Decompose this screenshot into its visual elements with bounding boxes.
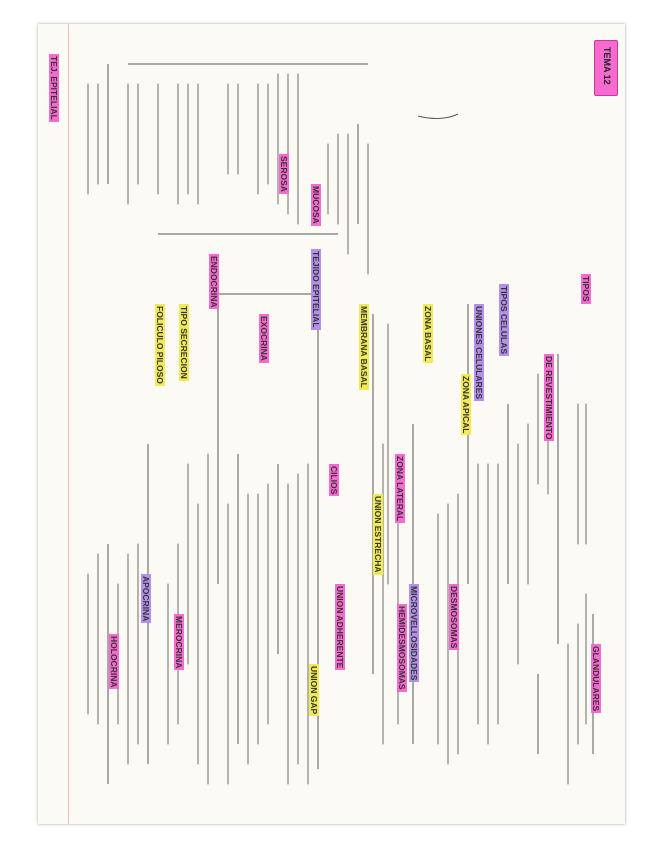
label-margin-note: TEJ. EPITELIAL bbox=[49, 56, 59, 120]
label-hemidesmosomas: HEMIDESMOSOMAS bbox=[397, 606, 407, 690]
label-uniones: UNIONES CELULARES bbox=[474, 306, 484, 400]
label-zona-basal: ZONA BASAL bbox=[423, 306, 433, 362]
label-union-gap: UNION GAP bbox=[309, 666, 319, 715]
label-merocrina: MEROCRINA bbox=[174, 616, 184, 669]
label-membrana-basal: MEMBRANA BASAL bbox=[359, 306, 369, 388]
curved-arrow bbox=[418, 114, 458, 118]
notebook-page bbox=[38, 24, 625, 824]
label-cilios: CILIOS bbox=[329, 466, 339, 495]
label-mucosa: MUCOSA bbox=[311, 186, 321, 224]
label-microvellosidades: MICROVELLOSIDADES bbox=[409, 586, 419, 681]
label-desmosomas: DESMOSOMAS bbox=[449, 586, 459, 649]
page-title: TEMA 12 bbox=[602, 47, 612, 85]
handwriting-strokes bbox=[88, 74, 586, 784]
label-de-revestimiento: DE REVESTIMIENTO bbox=[544, 356, 554, 440]
label-tipos-celulas: TIPOS CELULAS bbox=[499, 286, 509, 355]
label-zona-lateral: ZONA LATERAL bbox=[395, 456, 405, 522]
label-holocrina: HOLOCRINA bbox=[109, 636, 119, 688]
label-apocrina: APOCRINA bbox=[141, 576, 151, 622]
label-union-estrecha: UNION ESTRECHA bbox=[373, 496, 383, 573]
label-serosa: SEROSA bbox=[279, 156, 289, 192]
label-union-adherente: UNION ADHERENTE bbox=[335, 586, 345, 669]
label-subtitle: TEJIDO EPITELIAL bbox=[311, 251, 321, 328]
label-exocrina: EXOCRINA bbox=[259, 316, 269, 361]
label-zona-apical: ZONA APICAL bbox=[461, 376, 471, 434]
label-tipos: TIPOS bbox=[581, 276, 591, 302]
label-tipo-secrecion: TIPO SECRECION bbox=[179, 306, 189, 379]
label-foliculo: FOLICULO PILOSO bbox=[155, 306, 165, 384]
label-glandulares: GLANDULARES bbox=[591, 646, 601, 712]
label-endocrina: ENDOCRINA bbox=[209, 256, 219, 308]
concept-map-lines bbox=[38, 24, 625, 824]
